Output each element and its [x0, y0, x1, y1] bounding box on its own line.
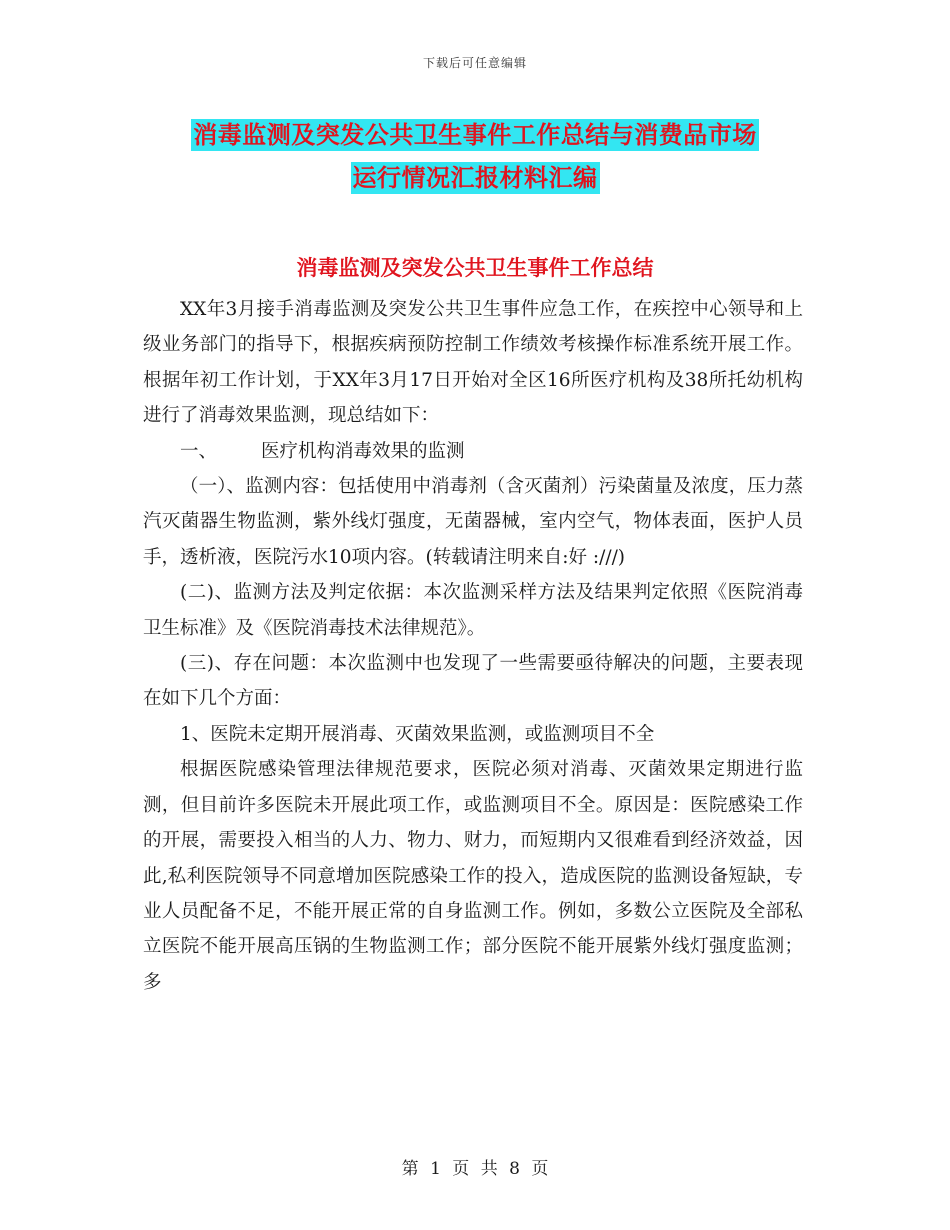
- document-title-text-1: 消毒监测及突发公共卫生事件工作总结与消费品市场: [193, 121, 757, 149]
- page-footer: 第 1 页 共 8 页: [401, 1159, 549, 1179]
- item-monitoring-content: （一）、监测内容：包括使用中消毒剂（含灭菌剂）污染菌量及浓度，压力蒸汽灭菌器生物监测，紫外线灯强度，无菌器械，室内空气，物体表面，医护人员手，透析液，医院污水10项内容。(转载请注明来自:好 :///): [143, 476, 803, 568]
- document-title-line-2: [0, 158, 950, 193]
- section-heading: [143, 434, 803, 469]
- section-number: 一、: [180, 440, 218, 462]
- item-existing-problems: (三)、存在问题：本次监测中也发现了一些需要亟待解决的问题，主要表现在如下几个方面：: [143, 653, 803, 710]
- point-body: 根据医院感染管理法律规范要求，医院必须对消毒、灭菌效果定期进行监测，但目前许多医院未开展此项工作，或监测项目不全。原因是：医院感染工作的开展，需要投入相当的人力、物力、财力，而短期内又很难看到经济效益，因此,私利医院领导不同意增加医院感染工作的投入，造成医院的监测设备短缺，专业人员配备不足，不能开展正常的自身监测工作。例如，多数公立医院及全部私立医院不能开展高压锅的生物监测工作；部分医院不能开展紫外线灯强度监测；多: [143, 759, 803, 993]
- item-monitoring-method: (二)、监测方法及判定依据：本次监测采样方法及结果判定依照《医院消毒卫生标准》及《医院消毒技术法律规范》。: [143, 582, 803, 639]
- document-body: [143, 292, 803, 1000]
- header-note: 下载后可任意编辑: [422, 56, 527, 70]
- section-title: 消毒监测及突发公共卫生事件工作总结: [296, 256, 654, 280]
- section-heading-text: 医疗机构消毒效果的监测: [261, 440, 465, 462]
- intro-paragraph: XX年3月接手消毒监测及突发公共卫生事件应急工作，在疾控中心领导和上级业务部门的指导下，根据疾病预防控制工作绩效考核操作标准系统开展工作。根据年初工作计划，于XX年3月17日开始对全区16所医疗机构及38所托幼机构进行了消毒效果监测，现总结如下：: [143, 299, 803, 427]
- document-title-line-1: [0, 115, 950, 150]
- document-title-text-2: 运行情况汇报材料汇编: [352, 164, 598, 192]
- point-heading: 1、医院未定期开展消毒、灭菌效果监测，或监测项目不全: [180, 723, 655, 745]
